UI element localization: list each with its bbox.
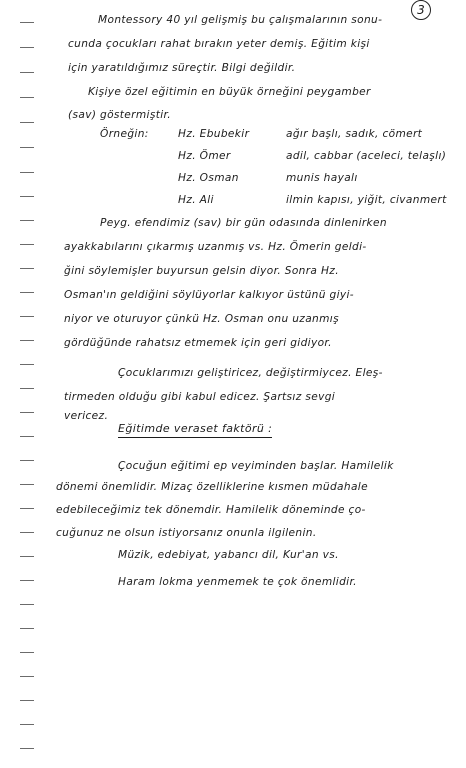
margin-dash xyxy=(20,700,34,701)
margin-dash xyxy=(20,122,34,123)
handwritten-line: edebileceğimiz tek dönemdir. Hamilelik döneminde ço- xyxy=(56,504,366,516)
margin-dash xyxy=(20,292,34,293)
example-trait: ağır başlı, sadık, cömert xyxy=(286,128,423,140)
margin-dash xyxy=(20,388,34,389)
margin-dash xyxy=(20,147,34,148)
page-number: 3 xyxy=(411,0,431,20)
handwritten-line: gördüğünde rahatsız etmemek için geri gidiyor. xyxy=(64,337,332,349)
handwritten-line: niyor ve oturuyor çünkü Hz. Osman onu uzanmış xyxy=(64,313,339,325)
margin-dash xyxy=(20,268,34,269)
handwritten-line: dönemi önemlidir. Mizaç özelliklerine kısmen müdahale xyxy=(56,481,368,493)
example-trait: ilmin kapısı, yiğit, civanmert xyxy=(286,194,447,206)
margin-dash xyxy=(20,22,34,23)
handwritten-line: ayakkabılarını çıkarmış uzanmış vs. Hz. Ömerin geldi- xyxy=(64,241,367,253)
example-name: Hz. Ebubekir xyxy=(178,128,250,140)
margin-dash xyxy=(20,580,34,581)
margin-dash xyxy=(20,47,34,48)
margin-dash xyxy=(20,748,34,749)
handwritten-line: Çocuklarımızı geliştiricez, değiştirmiycez. Eleş- xyxy=(118,367,383,379)
example-trait: adil, cabbar (aceleci, telaşlı) xyxy=(286,150,447,162)
margin-dash xyxy=(20,556,34,557)
handwritten-line: (sav) göstermiştir. xyxy=(68,109,171,121)
example-trait: munis hayalı xyxy=(286,172,358,184)
margin-dash xyxy=(20,604,34,605)
margin-dash xyxy=(20,460,34,461)
margin-dash xyxy=(20,652,34,653)
margin-dash xyxy=(20,196,34,197)
margin-dash xyxy=(20,364,34,365)
examples-label: Örneğin: xyxy=(100,128,149,140)
margin-dash xyxy=(20,508,34,509)
margin-dash xyxy=(20,244,34,245)
margin-dash xyxy=(20,412,34,413)
handwritten-line: Montessory 40 yıl gelişmiş bu çalışmalarının sonu- xyxy=(98,14,383,26)
handwritten-line: vericez. xyxy=(64,410,109,422)
margin-dash xyxy=(20,676,34,677)
handwritten-line: ğini söylemişler buyursun gelsin diyor. Sonra Hz. xyxy=(64,265,339,277)
margin-dash xyxy=(20,97,34,98)
handwritten-line: Haram lokma yenmemek te çok önemlidir. xyxy=(118,576,357,588)
margin-dash xyxy=(20,436,34,437)
handwritten-line: Peyg. efendimiz (sav) bir gün odasında dinlenirken xyxy=(100,217,387,229)
margin-dash xyxy=(20,72,34,73)
section-title: Eğitimde veraset faktörü : xyxy=(118,422,272,438)
example-name: Hz. Ömer xyxy=(178,150,231,162)
margin-dash xyxy=(20,724,34,725)
margin-dash xyxy=(20,340,34,341)
handwritten-line: Çocuğun eğitimi ep veyiminden başlar. Hamilelik xyxy=(118,460,394,472)
margin-dash xyxy=(20,484,34,485)
margin-dash xyxy=(20,220,34,221)
handwritten-line: Müzik, edebiyat, yabancı dil, Kur'an vs. xyxy=(118,549,339,561)
handwritten-line: cunda çocukları rahat bırakın yeter demiş. Eğitim kişi xyxy=(68,38,370,50)
handwritten-line: Osman'ın geldiğini söylüyorlar kalkıyor üstünü giyi- xyxy=(64,289,354,301)
example-name: Hz. Ali xyxy=(178,194,214,206)
margin-dash xyxy=(20,532,34,533)
handwritten-line: için yaratıldığımız süreçtir. Bilgi değildir. xyxy=(68,62,296,74)
example-name: Hz. Osman xyxy=(178,172,239,184)
handwritten-line: Kişiye özel eğitimin en büyük örneğini peygamber xyxy=(88,86,371,98)
margin-dash xyxy=(20,628,34,629)
margin-dash xyxy=(20,172,34,173)
handwritten-line: tirmeden olduğu gibi kabul edicez. Şartsız sevgi xyxy=(64,391,336,403)
handwritten-line: cuğunuz ne olsun istiyorsanız onunla ilgilenin. xyxy=(56,527,317,539)
margin-dash xyxy=(20,316,34,317)
